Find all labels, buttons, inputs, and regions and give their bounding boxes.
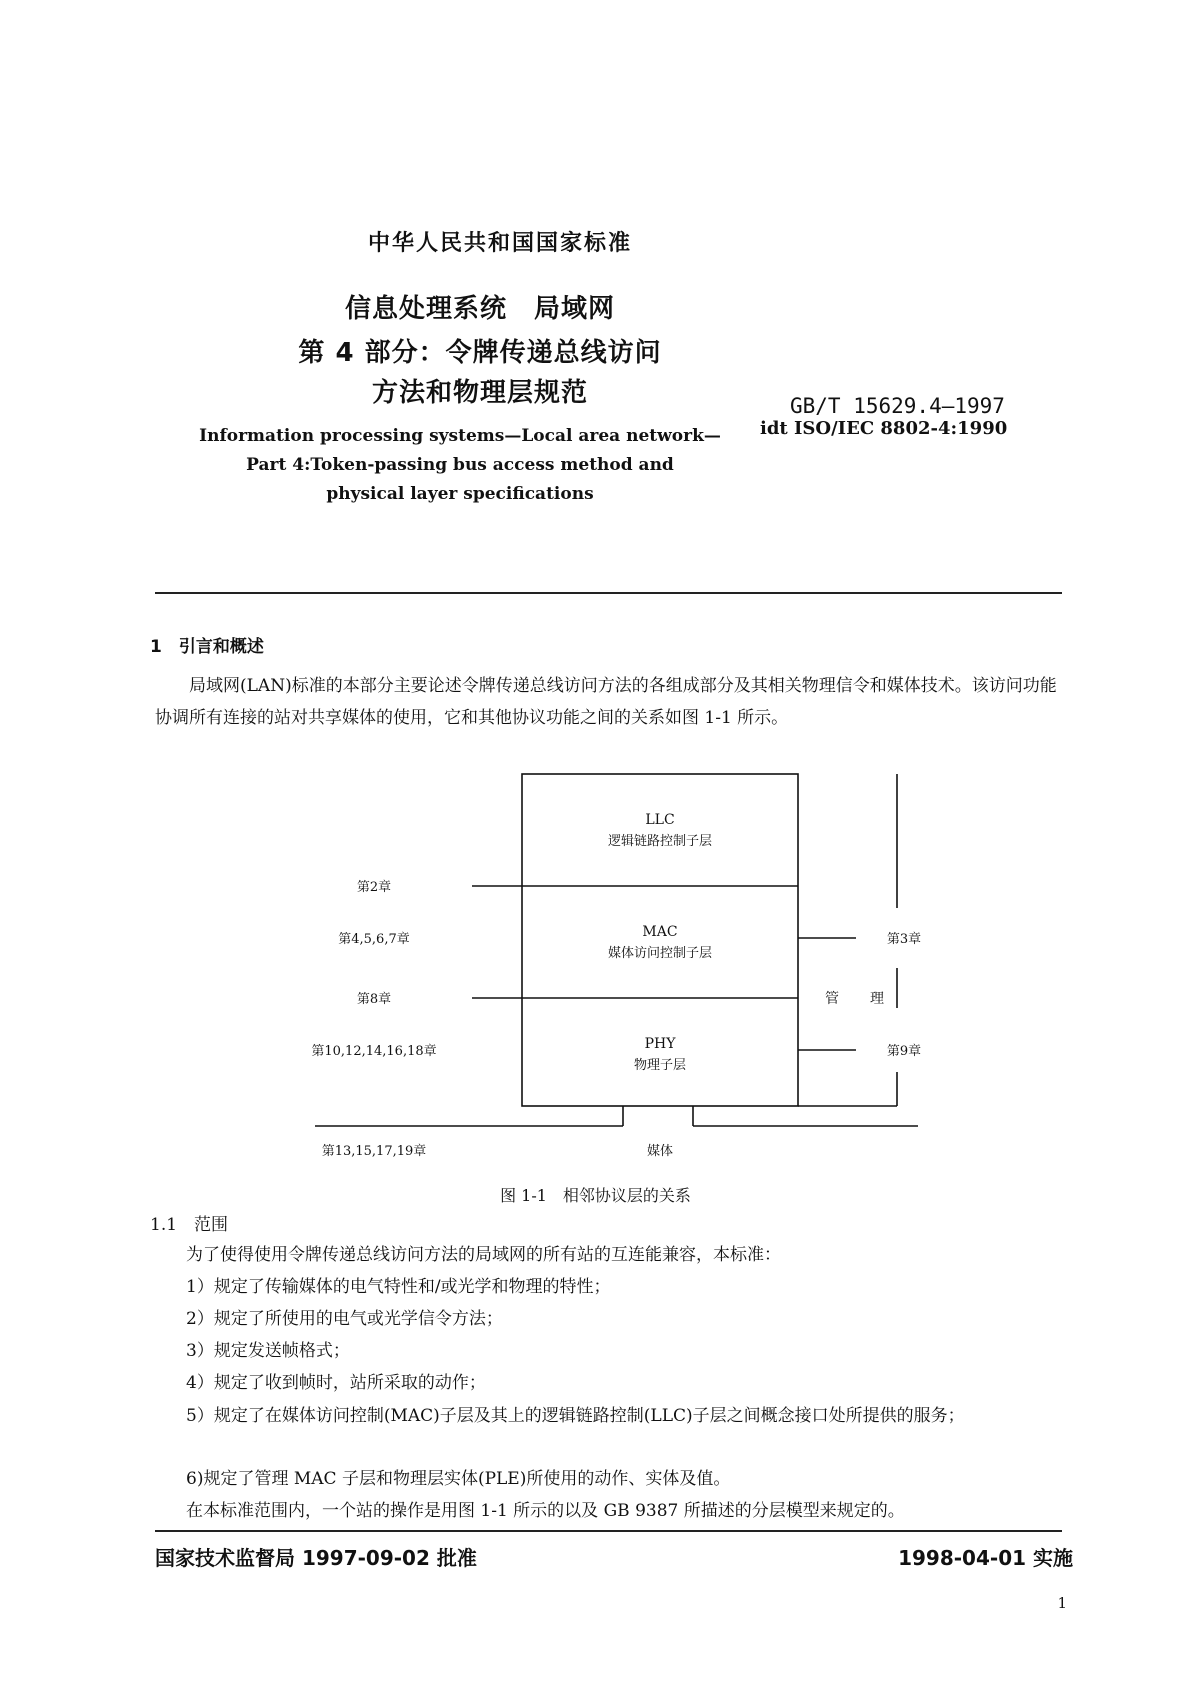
section-1-heading: 1 引言和概述 [150,637,264,657]
footer-divider [155,1530,1062,1532]
mac-name: 媒体访问控制子层 [607,946,713,961]
scope-item-1: 1）规定了传输媒体的电气特性和/或光学和物理的特性； [186,1277,611,1297]
llc-name: 逻辑链路控制子层 [607,834,713,849]
scope-item-6: 6)规定了管理 MAC 子层和物理层实体(PLE)所使用的动作、实体及值。 [186,1469,731,1489]
scope-closing: 在本标准范围内，一个站的操作是用图 1-1 所示的以及 GB 9387 所描述的分层模型来规定的。 [186,1501,905,1521]
title-cn-line1: 信息处理系统 局域网 [344,294,615,324]
title-cn-line3: 方法和物理层规范 [371,378,588,408]
management-label-2: 理 [870,991,884,1007]
approval-line: 国家技术监督局 1997-09-02 批准 [155,1546,477,1570]
label-chapter-9: 第9章 [886,1044,922,1059]
title-cn-line2: 第 4 部分：令牌传递总线访问 [298,338,662,368]
section-1-1-heading: 1.1 范围 [150,1215,229,1235]
label-chapter-8: 第8章 [356,992,392,1007]
intro-paragraph: 局域网(LAN)标准的本部分主要论述令牌传递总线访问方法的各组成部分及其相关物理信令和媒体技术。该访问功能协调所有连接的站对共享媒体的使用，它和其他协议功能之间的关系如图 1-1 所示。 [155,676,1057,728]
standard-equivalence: idt ISO/IEC 8802-4:1990 [760,418,1008,439]
scope-item-3: 3）规定发送帧格式； [186,1341,350,1361]
label-chapters-4-7: 第4,5,6,7章 [338,932,410,947]
phy-label: PHY [644,1036,676,1052]
title-en-line1: Information processing systems—Local area network— [199,426,721,446]
label-chapters-10-18: 第10,12,14,16,18章 [311,1044,437,1059]
scope-item-5: 5）规定了在媒体访问控制(MAC)子层及其上的逻辑链路控制(LLC)子层之间概念接口处所提供的服务； [186,1406,965,1426]
medium-label: 媒体 [646,1144,674,1159]
effective-date: 1998-04-01 实施 [898,1546,1073,1570]
label-chapter-2: 第2章 [356,880,392,895]
scope-item-4: 4）规定了收到帧时，站所采取的动作； [186,1373,486,1393]
title-en-line3: physical layer specifications [326,484,594,504]
national-standard-heading: 中华人民共和国国家标准 [367,231,632,256]
label-chapter-3: 第3章 [886,932,922,947]
standard-number: GB/T 15629.4—1997 [790,394,1005,418]
mac-label: MAC [642,924,678,940]
llc-label: LLC [645,812,675,828]
title-en-line2: Part 4:Token-passing bus access method and [246,455,674,475]
scope-lead: 为了使得使用令牌传递总线访问方法的局域网的所有站的互连能兼容，本标准： [186,1245,781,1265]
phy-name: 物理子层 [633,1058,687,1073]
figure-caption: 图 1-1 相邻协议层的关系 [500,1186,691,1205]
page-number: 1 [1057,1594,1067,1612]
label-chapters-13-19: 第13,15,17,19章 [321,1144,427,1159]
management-label-1: 管 [825,991,839,1007]
scope-item-2: 2）规定了所使用的电气或光学信令方法； [186,1309,503,1329]
